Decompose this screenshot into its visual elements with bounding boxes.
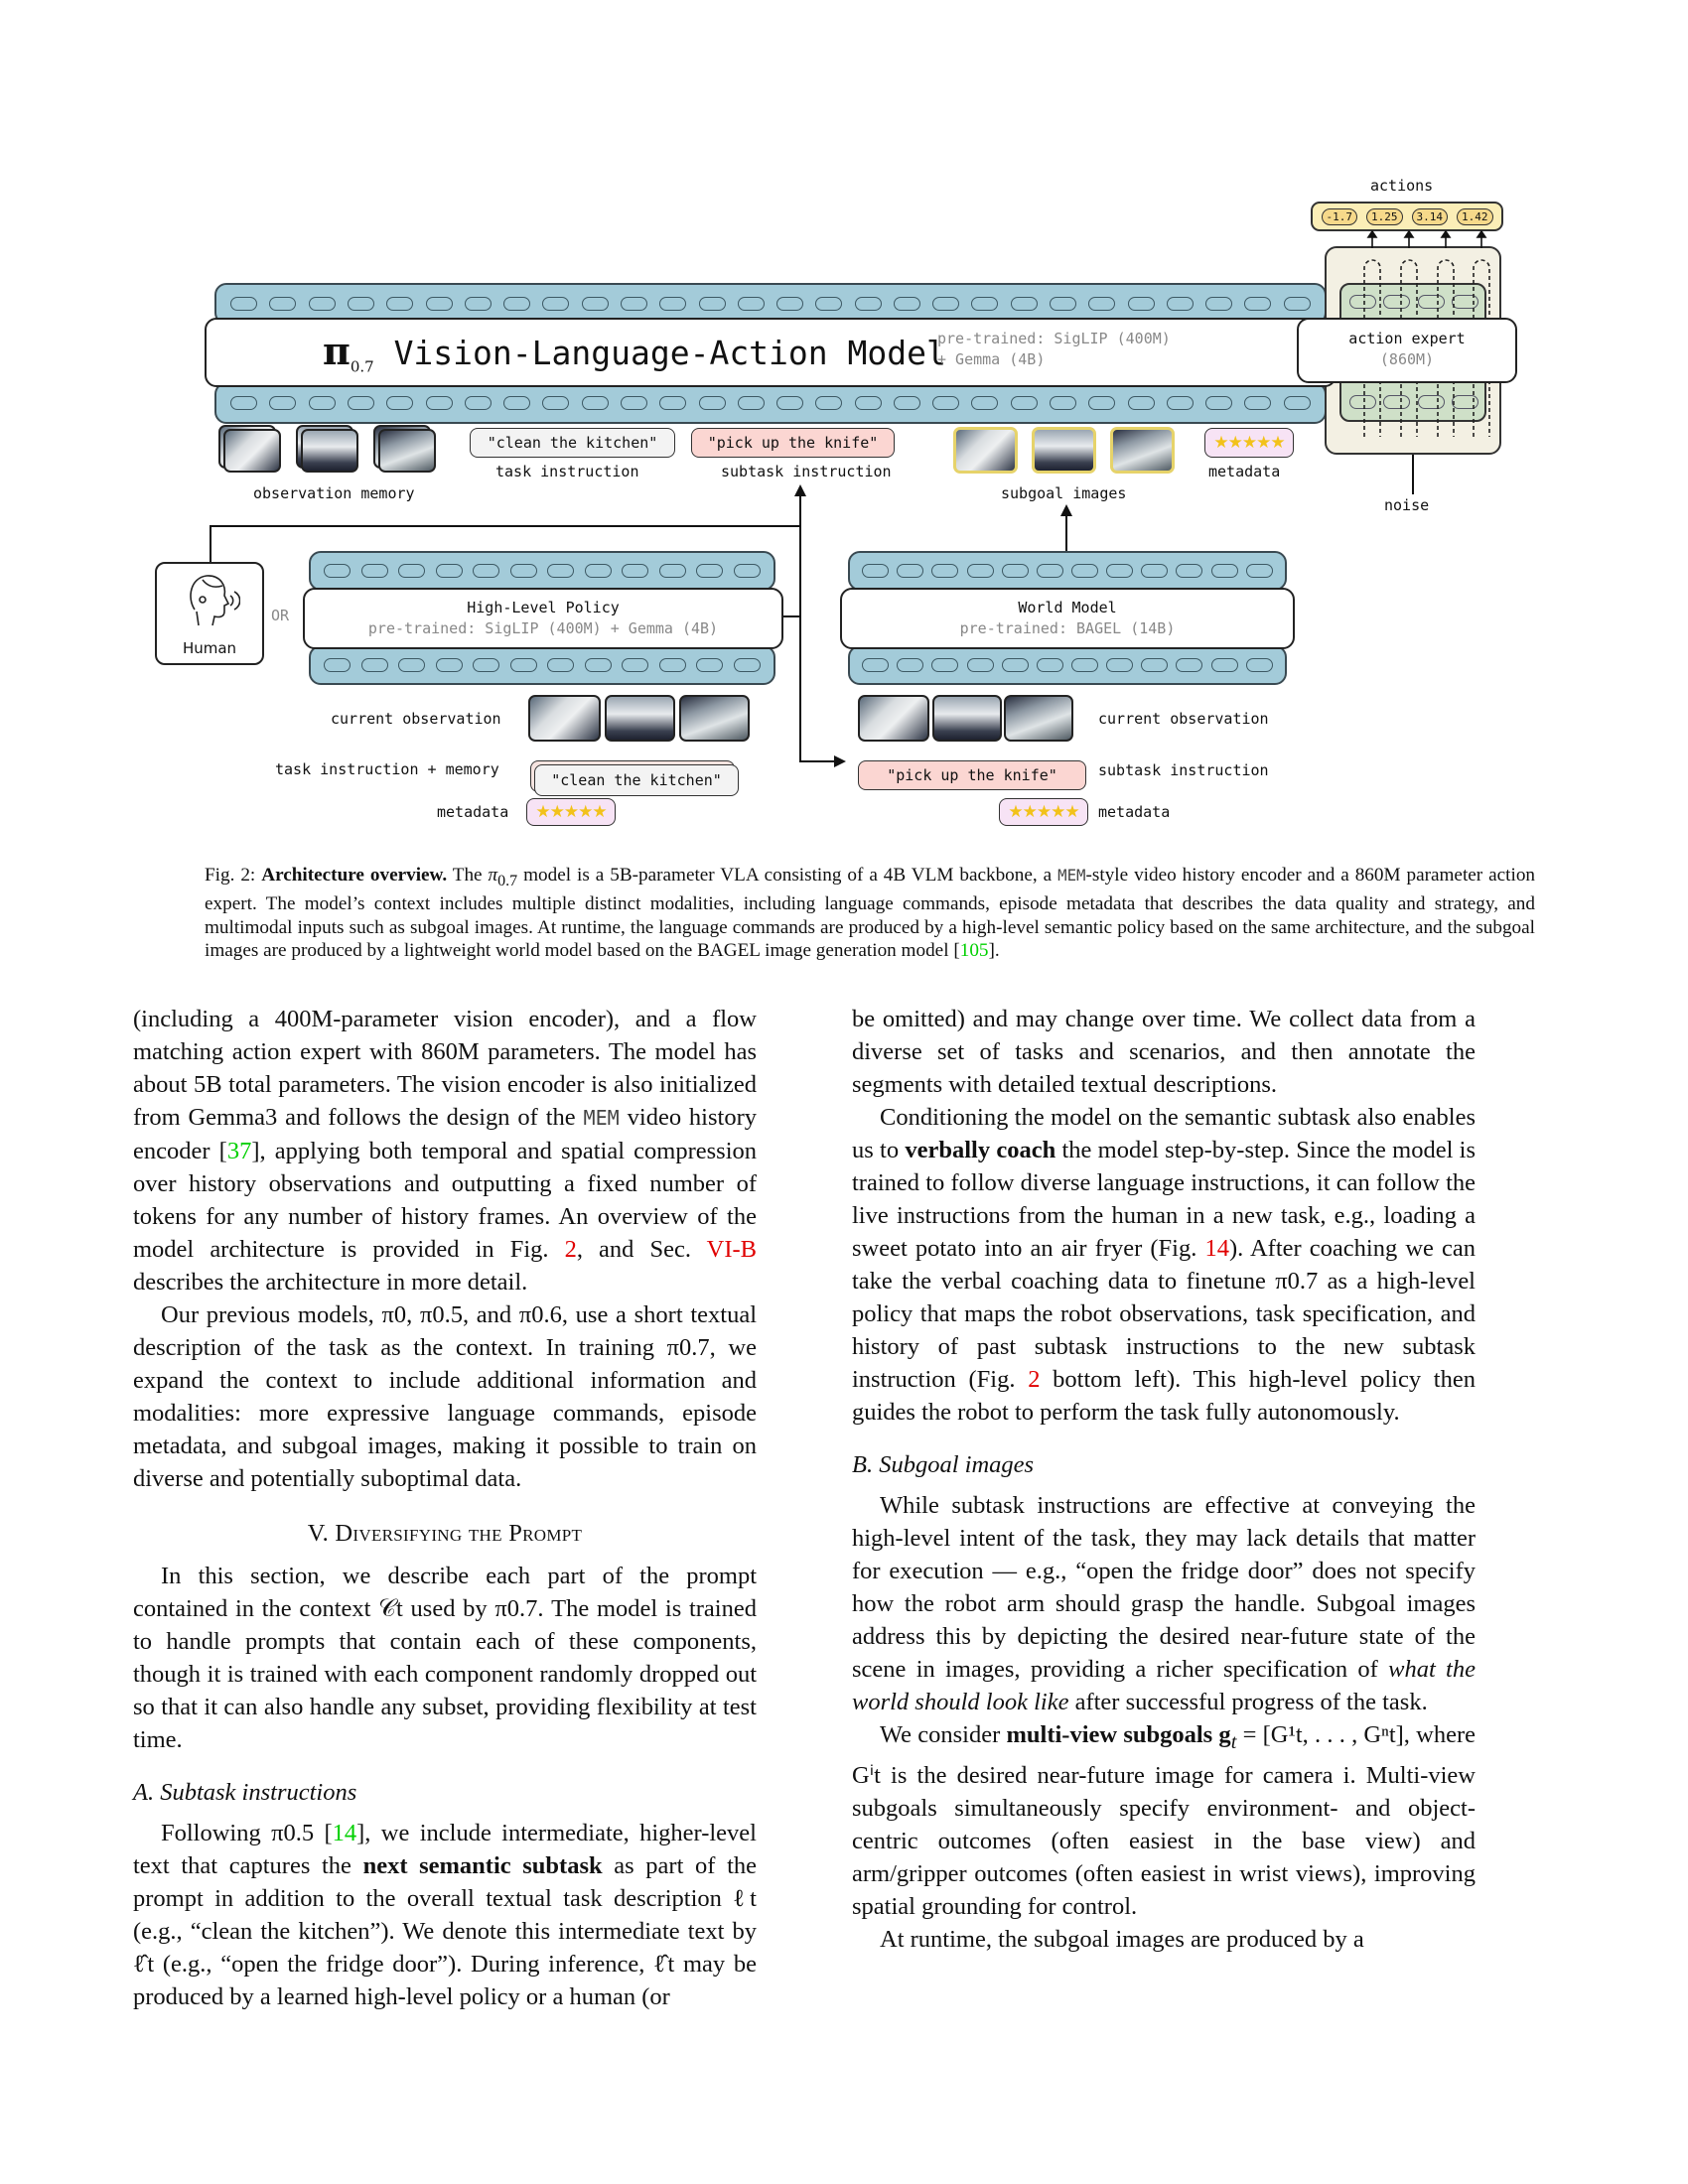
- right-column: [852, 1003, 1476, 1956]
- vla-title: $\pi_{0.7}$ Vision-Language-Action Model: [323, 329, 946, 376]
- token-icon: [932, 396, 959, 410]
- token-icon: [510, 658, 537, 672]
- subsection-heading: A. Subtask instructions: [133, 1779, 357, 1806]
- figure-link[interactable]: 2: [564, 1236, 577, 1263]
- human-speaking-icon: [181, 570, 240, 631]
- world-model-up-arrow: [1058, 504, 1074, 518]
- token-icon: [1205, 297, 1232, 311]
- hlp-metadata-label: metadata: [437, 803, 509, 821]
- token-icon: [1050, 396, 1076, 410]
- token-icon: [1088, 297, 1115, 311]
- paragraph: At runtime, the subgoal images are produced by a: [880, 1925, 1364, 1953]
- metadata-label: metadata: [1208, 463, 1281, 480]
- token-icon: [269, 396, 296, 410]
- token-icon: [1106, 658, 1133, 672]
- hlp-task-memory-label: task instruction + memory: [275, 760, 499, 778]
- hlp-top-token-bar: [309, 551, 775, 591]
- token-icon: [1002, 658, 1029, 672]
- token-icon: [510, 564, 537, 578]
- token-icon: [897, 564, 923, 578]
- paragraph: While subtask instructions are effective at conveying the high-level intent of the task, they may lack details that matter for execution — e.g., “open the fridge door” does not specify how the robot arm should grasp the handle. Subgoal images address this by depicting the desired near-future state of the scene in images, providing a richer specification of what the world should look like after successful progress of the task.: [852, 1492, 1476, 1715]
- token-icon: [582, 396, 609, 410]
- token-icon: [696, 658, 723, 672]
- figure-link[interactable]: 14: [1204, 1235, 1229, 1262]
- paragraph: In this section, we describe each part of the prompt contained in the context 𝒞t used by π0.7. The model is trained to handle prompts that contain each of these components, though it is trained with each component randomly dropped out so that it can also handle any subset, providing flexibility at test time.: [133, 1563, 757, 1753]
- token-icon: [503, 396, 530, 410]
- connector-top-horizontal: [210, 525, 799, 527]
- token-icon: [659, 396, 686, 410]
- human-label: Human: [182, 639, 237, 657]
- token-icon: [659, 564, 686, 578]
- token-icon: [1211, 564, 1238, 578]
- token-icon: [582, 297, 609, 311]
- token-icon: [547, 564, 574, 578]
- token-icon: [361, 564, 388, 578]
- wm-current-observation-label: current observation: [1098, 710, 1269, 728]
- token-icon: [734, 564, 761, 578]
- token-icon: [348, 396, 374, 410]
- token-icon: [542, 297, 569, 311]
- world-model-label: World Model pre-trained: BAGEL (14B): [959, 599, 1176, 637]
- token-icon: [815, 297, 842, 311]
- actions-box: [1311, 202, 1503, 231]
- section-heading: V. Diversifying the Prompt: [307, 1520, 583, 1547]
- token-icon: [1037, 658, 1063, 672]
- subgoal-images-label: subgoal images: [1001, 484, 1127, 502]
- paragraph: Our previous models, π0, π0.5, and π0.6, use a short textual description of the task as the context. In training π0.7, we expand the context to include additional information and modalities: more expressive language commands, episode metadata, and subgoal images, making it possible to train on diverse and potentially suboptimal data.: [133, 1301, 757, 1492]
- world-model-up-line: [1065, 516, 1067, 552]
- connector-bottom-horizontal: [799, 760, 839, 762]
- hlp-metadata-stars: ★★★★★: [526, 798, 616, 826]
- token-icon: [1167, 297, 1194, 311]
- token-icon: [398, 564, 425, 578]
- action-value-chip: 1.25: [1366, 208, 1403, 225]
- token-icon: [230, 396, 257, 410]
- token-icon: [1050, 297, 1076, 311]
- token-icon: [1088, 396, 1115, 410]
- wm-top-token-bar: [848, 551, 1287, 591]
- token-icon: [622, 658, 648, 672]
- token-icon: [386, 396, 413, 410]
- hlp-task-pill: "clean the kitchen": [534, 764, 739, 796]
- token-icon: [426, 297, 453, 311]
- figure-link[interactable]: 2: [1028, 1366, 1041, 1393]
- token-icon: [967, 658, 994, 672]
- wm-bottom-token-bar: [848, 645, 1287, 685]
- action-expert-label: action expert (860M): [1348, 330, 1466, 368]
- token-icon: [1037, 564, 1063, 578]
- token-icon: [621, 396, 647, 410]
- vla-pretrained-info: pre-trained: SigLIP (400M) + Gemma (4B): [937, 330, 1171, 368]
- token-icon: [473, 564, 499, 578]
- token-icon: [1128, 297, 1155, 311]
- action-arrows: [1325, 230, 1503, 250]
- token-icon: [659, 297, 686, 311]
- token-icon: [622, 564, 648, 578]
- token-icon: [309, 297, 336, 311]
- token-icon: [1244, 297, 1271, 311]
- token-icon: [473, 658, 499, 672]
- token-icon: [738, 297, 765, 311]
- task-instruction-pill: "clean the kitchen": [470, 428, 675, 458]
- token-icon: [361, 658, 388, 672]
- paragraph: (including a 400M-parameter vision encoder), and a flow matching action expert with 860M parameters. The model has about 5B total parameters. The vision encoder is also initialized from Gemma3 and follows the design of the MEM video history encoder [37], applying both temporal and spatial compression over history observations and outputting a fixed number of tokens for any number of history frames. An overview of the model architecture is provided in Fig. 2, and Sec. VI-B describes the architecture in more detail.: [133, 1006, 757, 1296]
- token-icon: [696, 564, 723, 578]
- subsection-heading: B. Subgoal images: [852, 1451, 1035, 1478]
- token-icon: [465, 297, 492, 311]
- token-icon: [894, 297, 920, 311]
- hlp-bottom-token-bar: [309, 645, 775, 685]
- action-value-chip: 3.14: [1412, 208, 1449, 225]
- token-icon: [1071, 658, 1098, 672]
- token-icon: [1244, 396, 1271, 410]
- token-icon: [503, 297, 530, 311]
- token-icon: [324, 564, 351, 578]
- figure-caption: Fig. 2: Architecture overview. The $\pi_{0.7}$ model is a 5B-parameter VLA consisting of a 4B VLM backbone, a MEM-style video history encoder and a 860M parameter action expert. The model’s context includes multiple distinct modalities, including language commands, episode metadata that describes the data quality and strategy, and multimodal inputs such as subgoal images. At runtime, the language commands are produced by a high-level semantic policy based on the same architecture, and the subgoal images are produced by a lightweight world model based on the BAGEL image generation model [105].: [205, 865, 1536, 962]
- token-icon: [1128, 396, 1155, 410]
- token-icon: [1176, 658, 1202, 672]
- token-icon: [894, 396, 920, 410]
- token-icon: [855, 297, 882, 311]
- token-icon: [426, 396, 453, 410]
- section-link[interactable]: VI-B: [706, 1236, 757, 1263]
- token-icon: [1167, 396, 1194, 410]
- token-icon: [465, 396, 492, 410]
- token-icon: [547, 658, 574, 672]
- token-icon: [436, 564, 463, 578]
- action-value-chip: 1.42: [1457, 208, 1493, 225]
- token-icon: [1284, 396, 1311, 410]
- left-column: [133, 1003, 757, 2013]
- noise-line: [1412, 455, 1414, 494]
- paragraph: be omitted) and may change over time. We collect data from a diverse set of tasks and scenarios, and then annotate the segments with detailed textual descriptions.: [852, 1006, 1476, 1098]
- token-icon: [1141, 658, 1168, 672]
- token-icon: [309, 396, 336, 410]
- token-icon: [348, 297, 374, 311]
- subtask-right-arrow: [834, 753, 848, 769]
- token-icon: [776, 396, 803, 410]
- token-icon: [542, 396, 569, 410]
- metadata-stars: ★★★★★: [1204, 428, 1294, 458]
- actions-label: actions: [1370, 177, 1434, 195]
- token-icon: [269, 297, 296, 311]
- token-icon: [897, 658, 923, 672]
- token-icon: [1246, 564, 1273, 578]
- token-icon: [815, 396, 842, 410]
- paragraph: Conditioning the model on the semantic subtask also enables us to verbally coach the model step-by-step. Since the model is trained to follow diverse language instructions, it can follow the live instructions from the human in a new task, e.g., loading a sweet potato into an air fryer (Fig. 14). After coaching we can take the verbal coaching data to finetune π0.7 as a high-level policy that maps the robot observations, task specification, and history of past subtask instructions to the new subtask instruction (Fig. 2 bottom left). This high-level policy then guides the robot to perform the task fully autonomously.: [852, 1104, 1477, 1426]
- token-icon: [1011, 396, 1038, 410]
- token-icon: [734, 658, 761, 672]
- token-icon: [967, 564, 994, 578]
- token-icon: [1141, 564, 1168, 578]
- token-icon: [931, 564, 958, 578]
- noise-label: noise: [1384, 496, 1430, 514]
- token-icon: [585, 658, 612, 672]
- token-icon: [1002, 564, 1029, 578]
- token-icon: [1011, 297, 1038, 311]
- token-icon: [855, 396, 882, 410]
- subtask-instruction-label: subtask instruction: [721, 463, 892, 480]
- token-icon: [932, 297, 959, 311]
- connector-subtask-vertical: [799, 491, 801, 761]
- token-icon: [699, 396, 726, 410]
- token-icon: [776, 297, 803, 311]
- citation-link[interactable]: 14: [332, 1820, 357, 1846]
- token-icon: [585, 564, 612, 578]
- paragraph: We consider multi-view subgoals $g_t = [G^1t$, . . . , Gⁿt], where Gⁱt is the desired near-future image for camera i. Multi-view subgoals simultaneously specify environment- and object-centric outcomes (often easiest in the base view) and arm/gripper outcomes (often easiest in wrist views), improving spatial grounding for control.: [852, 1721, 1476, 1920]
- token-icon: [1176, 564, 1202, 578]
- token-icon: [862, 658, 889, 672]
- paragraph: Following π0.5 [14], we include intermediate, higher-level text that captures the next semantic subtask as part of the prompt in addition to the overall textual task description ℓt (e.g., “clean the kitchen”). We denote this intermediate text by ℓ̂t (e.g., “open the fridge door”). During inference, ℓ̂t may be produced by a learned high-level policy or a human (or: [133, 1820, 757, 2010]
- token-icon: [659, 658, 686, 672]
- citation-link[interactable]: 37: [226, 1138, 252, 1164]
- token-icon: [1211, 658, 1238, 672]
- pi-symbol: π: [323, 329, 351, 373]
- observation-memory-label: observation memory: [253, 484, 415, 502]
- high-level-policy-label: High-Level Policy pre-trained: SigLIP (400M) + Gemma (4B): [367, 599, 719, 637]
- token-icon: [230, 297, 257, 311]
- token-icon: [1284, 297, 1311, 311]
- token-icon: [324, 658, 351, 672]
- task-instruction-label: task instruction: [495, 463, 639, 480]
- wm-metadata-stars: ★★★★★: [999, 798, 1088, 826]
- token-icon: [931, 658, 958, 672]
- token-icon: [386, 297, 413, 311]
- token-icon: [738, 396, 765, 410]
- token-icon: [436, 658, 463, 672]
- token-icon: [621, 297, 647, 311]
- connector-top-left-vertical: [210, 525, 211, 563]
- wm-subtask-pill: "pick up the knife": [858, 760, 1086, 790]
- token-icon: [1071, 564, 1098, 578]
- wm-subtask-label: subtask instruction: [1098, 761, 1269, 779]
- action-value-chip: -1.7: [1322, 208, 1358, 225]
- subtask-instruction-pill: "pick up the knife": [691, 428, 895, 458]
- wm-metadata-label: metadata: [1098, 803, 1171, 821]
- token-icon: [398, 658, 425, 672]
- token-icon: [862, 564, 889, 578]
- token-icon: [1205, 396, 1232, 410]
- subtask-up-arrow: [792, 484, 808, 498]
- token-icon: [699, 297, 726, 311]
- hlp-current-observation-label: current observation: [331, 710, 501, 728]
- or-label: OR: [271, 607, 290, 624]
- citation-link[interactable]: 105: [959, 940, 989, 962]
- token-icon: [1106, 564, 1133, 578]
- token-icon: [971, 297, 998, 311]
- token-icon: [971, 396, 998, 410]
- token-icon: [1246, 658, 1273, 672]
